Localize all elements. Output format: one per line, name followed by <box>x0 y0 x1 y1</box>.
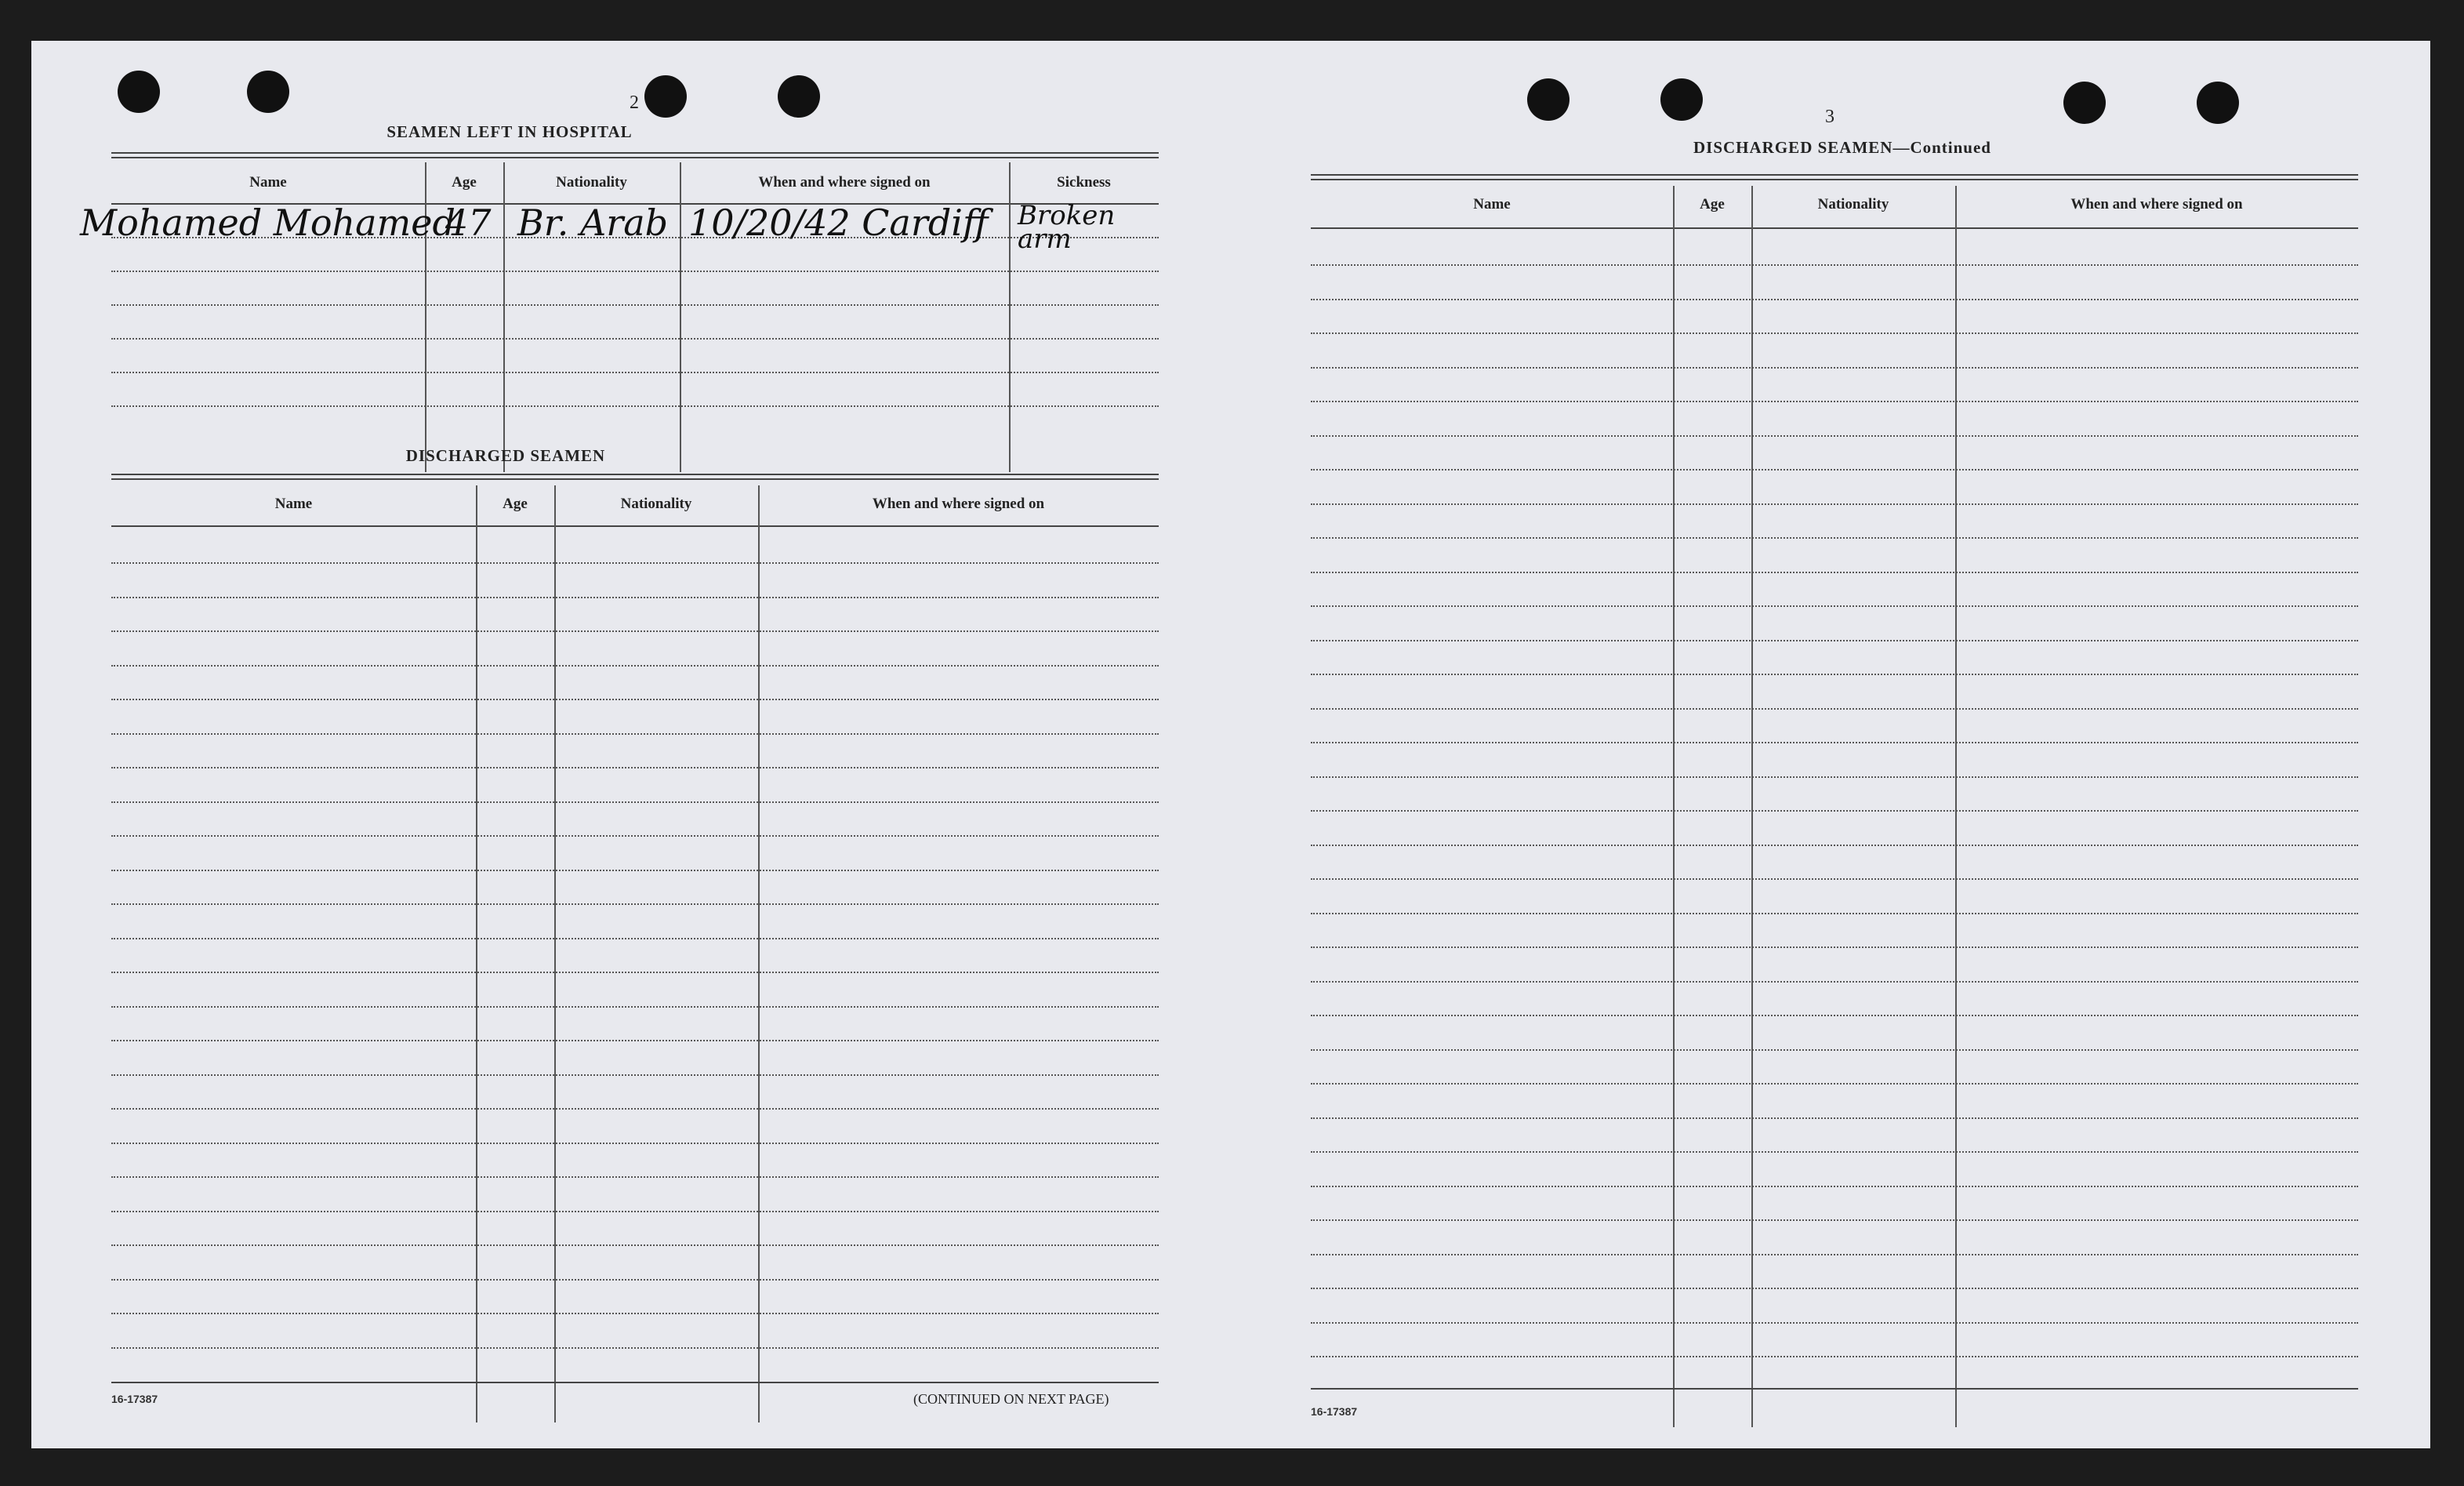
hospital-entry-sickness: Broken arm <box>1018 200 1116 255</box>
col-divider <box>1955 186 1957 1427</box>
punch-hole <box>644 75 687 118</box>
right-bottom-rule <box>1311 1388 2358 1390</box>
col-header-nationality: Nationality <box>556 174 627 191</box>
right-header-rule <box>1311 174 2358 180</box>
ruled-row-line <box>111 271 1159 272</box>
punch-hole <box>2063 82 2106 124</box>
ruled-row-line <box>1311 913 2358 914</box>
discharged-header-rule <box>111 474 1159 480</box>
page-number-right: 3 <box>1825 107 1834 127</box>
ruled-row-line <box>1311 776 2358 778</box>
ruled-row-line <box>111 699 1159 700</box>
ruled-row-line <box>1311 878 2358 880</box>
ruled-row-line <box>1311 1117 2358 1119</box>
form-number-right: 16-17387 <box>1311 1405 1358 1418</box>
ruled-row-line <box>1311 1049 2358 1051</box>
ruled-row-line <box>111 1211 1159 1212</box>
ruled-row-line <box>111 1108 1159 1110</box>
col-divider <box>1751 186 1753 1427</box>
ruled-row-line <box>1311 946 2358 948</box>
ruled-row-line <box>1311 1254 2358 1255</box>
ruled-row-line <box>1311 1015 2358 1016</box>
ruled-row-line <box>111 1347 1159 1349</box>
ruled-row-line <box>111 1244 1159 1246</box>
ruled-row-line <box>1311 537 2358 539</box>
ruled-row-line <box>111 630 1159 632</box>
ruled-row-line <box>111 1074 1159 1076</box>
col-header-name: Name <box>274 496 313 512</box>
ruled-row-line <box>1311 332 2358 334</box>
ruled-row-line <box>111 1313 1159 1314</box>
punch-hole <box>1527 78 1569 121</box>
discharged-subheader-rule <box>111 525 1159 527</box>
col-divider <box>758 485 760 1422</box>
ruled-row-line <box>111 903 1159 905</box>
ruled-row-line <box>1311 469 2358 471</box>
ruled-row-line <box>1311 1322 2358 1324</box>
ruled-row-line <box>111 304 1159 306</box>
ruled-row-line <box>1311 1288 2358 1289</box>
discharged-bottom-rule <box>111 1382 1159 1383</box>
hospital-entry-signed-on: 10/20/42 Cardiff <box>688 202 989 244</box>
continued-note: (CONTINUED ON NEXT PAGE) <box>913 1391 1109 1407</box>
hospital-entry-age: 47 <box>445 202 492 244</box>
col-divider <box>1009 162 1011 472</box>
col-header-name: Name <box>249 174 287 191</box>
col-divider <box>503 162 505 472</box>
ruled-row-line <box>1311 572 2358 573</box>
ruled-row-line <box>1311 1356 2358 1357</box>
hospital-entry-nationality: Br. Arab <box>517 202 669 244</box>
form-number-left: 16-17387 <box>111 1393 158 1405</box>
ruled-row-line <box>111 870 1159 871</box>
ruled-row-line <box>1311 674 2358 675</box>
col-divider <box>680 162 681 472</box>
ruled-row-line <box>1311 845 2358 846</box>
ruled-row-line <box>111 835 1159 837</box>
col-divider <box>1673 186 1675 1427</box>
hospital-entry-name: Mohamed Mohamed <box>80 202 455 244</box>
discharged-continued-title: DISCHARGED SEAMEN—Continued <box>1693 138 1991 157</box>
ruled-row-line <box>111 405 1159 407</box>
ruled-row-line <box>111 338 1159 340</box>
ruled-row-line <box>111 938 1159 939</box>
form-sheet <box>31 41 2430 1448</box>
ruled-row-line <box>1311 1151 2358 1153</box>
hospital-header-rule <box>111 152 1159 158</box>
col-header-signed-on: When and where signed on <box>758 174 931 191</box>
punch-hole <box>2197 82 2239 124</box>
ruled-row-line <box>1311 367 2358 369</box>
ruled-row-line <box>111 1006 1159 1008</box>
col-header-age: Age <box>1700 196 1725 213</box>
ruled-row-line <box>1311 605 2358 607</box>
ruled-row-line <box>1311 810 2358 812</box>
col-header-signed-on: When and where signed on <box>872 496 1045 512</box>
punch-hole <box>778 75 820 118</box>
ruled-row-line <box>111 767 1159 768</box>
ruled-row-line <box>111 1143 1159 1144</box>
discharged-section-title: DISCHARGED SEAMEN <box>405 446 606 465</box>
ruled-row-line <box>1311 708 2358 710</box>
ruled-row-line <box>1311 742 2358 743</box>
ruled-row-line <box>111 665 1159 667</box>
ruled-row-line <box>111 1040 1159 1041</box>
ruled-row-line <box>111 972 1159 973</box>
ruled-row-line <box>1311 299 2358 300</box>
ruled-row-line <box>1311 981 2358 983</box>
col-header-nationality: Nationality <box>1817 196 1889 213</box>
ruled-row-line <box>1311 640 2358 641</box>
ruled-row-line <box>111 801 1159 803</box>
punch-hole <box>247 71 289 113</box>
ruled-row-line <box>1311 264 2358 266</box>
ruled-row-line <box>111 1176 1159 1178</box>
ruled-row-line <box>111 372 1159 373</box>
ruled-row-line <box>111 733 1159 735</box>
ruled-row-line <box>111 597 1159 598</box>
ruled-row-line <box>1311 503 2358 505</box>
col-header-nationality: Nationality <box>620 496 692 512</box>
col-header-age: Age <box>503 496 528 512</box>
punch-hole <box>118 71 160 113</box>
page-number-left: 2 <box>630 93 639 113</box>
col-divider <box>554 485 556 1422</box>
col-divider <box>476 485 477 1422</box>
ruled-row-line <box>1311 401 2358 402</box>
ruled-row-line <box>111 562 1159 564</box>
ruled-row-line <box>1311 1083 2358 1085</box>
hospital-section-title: SEAMEN LEFT IN HOSPITAL <box>386 122 633 141</box>
ruled-row-line <box>1311 1186 2358 1187</box>
right-subheader-rule <box>1311 227 2358 229</box>
punch-hole <box>1660 78 1703 121</box>
ruled-row-line <box>1311 435 2358 437</box>
ruled-row-line <box>1311 1219 2358 1221</box>
col-header-name: Name <box>1473 196 1511 213</box>
ruled-row-line <box>111 1279 1159 1281</box>
col-header-signed-on: When and where signed on <box>2070 196 2243 213</box>
col-header-age: Age <box>452 174 477 191</box>
col-header-sickness: Sickness <box>1057 174 1111 191</box>
